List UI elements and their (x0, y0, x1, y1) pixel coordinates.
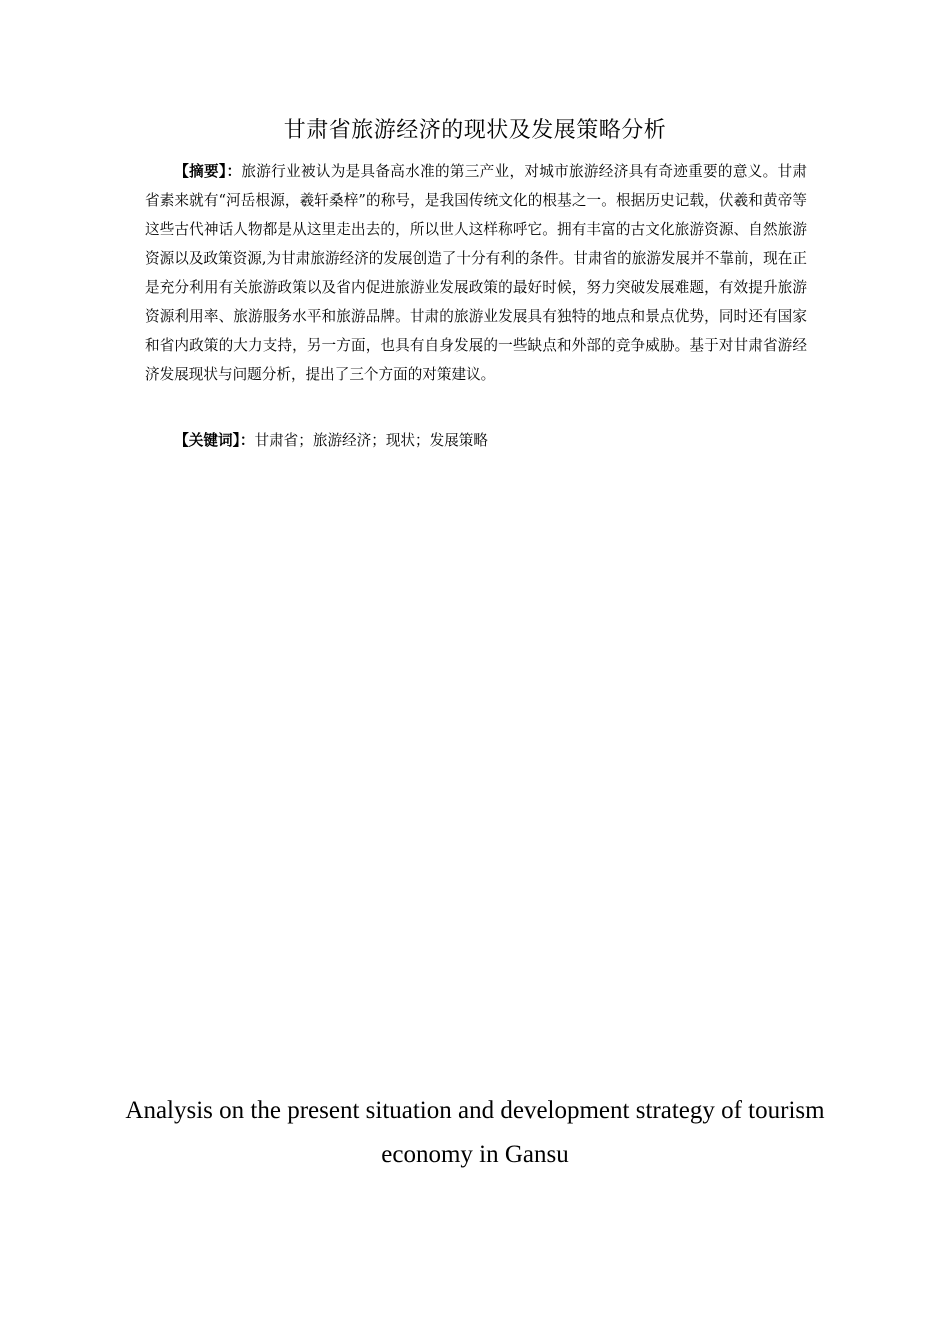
abstract-paragraph (145, 157, 807, 389)
keywords-text: 甘肃省；旅游经济；现状；发展策略 (254, 432, 488, 449)
chinese-title: 甘肃省旅游经济的现状及发展策略分析 (283, 118, 667, 143)
abstract-label: 【摘要】 (174, 163, 227, 180)
keywords-label: 【关键词】 (174, 432, 240, 449)
keywords-separator: ： (239, 432, 255, 449)
english-title: Analysis on the present situation and development strategy of tourism economy in Gansu (125, 1097, 825, 1168)
abstract-separator: ： (226, 163, 242, 180)
abstract-text: 旅游行业被认为是具备高水准的第三产业，对城市旅游经济具有奇迹重要的意义。甘肃省素来就有“河岳根源，羲轩桑梓”的称号，是我国传统文化的根基之一。根据历史记载，伏羲和黄帝等这些古代神话人物都是从这里走出去的，所以世人这样称呼它。拥有丰富的古文化旅游资源、自然旅游资源以及政策资源,为甘肃旅游经济的发展创造了十分有利的条件。甘肃省的旅游发展并不靠前，现在正是充分利用有关旅游政策以及省内促进旅游业发展政策的最好时候，努力突破发展难题，有效提升旅游资源利用率、旅游服务水平和旅游品牌。甘肃的旅游业发展具有独特的地点和景点优势，同时还有国家和省内政策的大力支持，另一方面，也具有自身发展的一些缺点和外部的竞争威胁。基于对甘肃省游经济发展现状与问题分析，提出了三个方面的对策建议。 (145, 163, 807, 383)
keywords-line (145, 426, 807, 455)
